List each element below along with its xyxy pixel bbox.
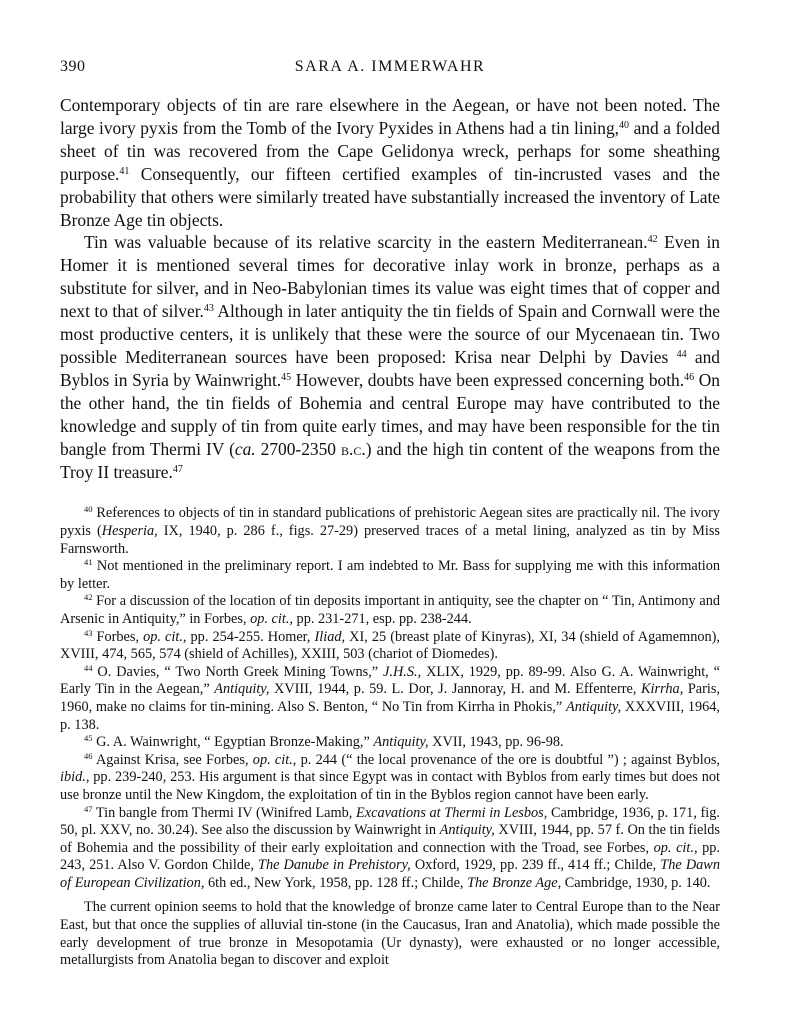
- running-head: SARA A. IMMERWAHR: [294, 58, 486, 75]
- footnote-ref-40[interactable]: 40: [619, 119, 629, 131]
- footnote-ref-47[interactable]: 47: [172, 463, 183, 475]
- continuation-text: [60, 899, 720, 969]
- footnote-40: $^{40}$ References to objects of tin in standard publications of prehistoric Aegean sites are practically nil. The ivory pyxis (Hesperia, IX, 1940, p. 286 f., figs. 27-29) preserved traces of a metal lining, analyzed as tin by Miss Farnsworth.: [60, 504, 720, 557]
- footnote-47: $^{47}$ Tin bangle from Thermi IV (Winifred Lamb, Excavations at Thermi in Lesbos, Cambridge, 1936, p. 171, fig. 50, pl. XXV, no. 30.24). See also the discussion by Wainwright in Antiquity, XVIII, 1944, pp. 57 f. On the tin fields of Bohemia and the possibility of their early exploitation and connection with the Troad, see Forbes, op. cit., pp. 243, 251. Also V. Gordon Childe, The Danube in Prehistory, Oxford, 1929, pp. 239 ff., 414 ff.; Childe, The Dawn of European Civilization, 6th ed., New York, 1958, pp. 128 ff.; Childe, The Bronze Age, Cambridge, 1930, p. 140.: [60, 803, 720, 891]
- footnote-44: $^{44}$ O. Davies, “ Two North Greek Mining Towns,” J.H.S., XLIX, 1929, pp. 89-99. Also G. A. Wainwright, “ Early Tin in the Aegean,” Antiquity, XVIII, 1944, p. 59. L. Dor, J. Jannoray, H. and M. Effenterre, Kirrha, Paris, 1960, make no claims for tin-mining. Also S. Benton, “ No Tin from Kirrha in Phokis,” Antiquity, XXXVIII, 1964, p. 138.: [60, 662, 720, 733]
- footnote-46: $^{46}$ Against Krisa, see Forbes, op. cit., p. 244 (“ the local provenance of the ore is doubtful ”) ; against Byblos, ibid., pp. 239-240, 253. His argument is that since Egypt was in contact with Byblos from early times but does not use bronze until the New Kingdom, the exploitation of tin in the Byblos region cannot have been early.: [60, 750, 720, 803]
- page-header: [60, 58, 720, 80]
- footnote-43: $^{43}$ Forbes, op. cit., pp. 254-255. Homer, Iliad, XI, 25 (breast plate of Kinyras), XI, 34 (shield of Agamemnon), XVIII, 474, 565, 574 (shield of Achilles), XXIII, 503 (chariot of Diomedes).: [60, 627, 720, 663]
- footnote-42: $^{42}$ For a discussion of the location of tin deposits important in antiquity, see the chapter on “ Tin, Antimony and Arsenic in Antiquity,” in Forbes, op. cit., pp. 231-271, esp. pp. 238-244.: [60, 592, 720, 627]
- paragraph-2: Tin was valuable because of its relative scarcity in the eastern Mediterranean.$^{42}$ Even in Homer it is mentioned several times for decorative inlay work in bronze, perhaps as a substitute for silver, and in Neo-Babylonian times its value was eight times that of copper and next to that of silver.$^{43}$ Although in later antiquity the tin fields of Spain and Cornwall were the most productive centers, it is unlikely that these were the source of our Mycenaean tin. Two possible Mediterranean sources have been proposed: Krisa near Delphi by Davies $^{44}$ and Byblos in Syria by Wainwright.$^{45}$ However, doubts have been expressed concerning both.$^{46}$ On the other hand, the tin fields of Bohemia and central Europe may have contributed to the knowledge and supply of tin from quite early times, and may have been responsible for the tin bangle from Thermi IV (ca. 2700-2350 b.c.) and the high tin content of the weapons from the Troy II treasure.$^{47}$: [60, 232, 720, 482]
- page: [60, 58, 720, 970]
- footnote-41: $^{41}$ Not mentioned in the preliminary report. I am indebted to Mr. Bass for supplying me with this information by letter.: [60, 557, 720, 592]
- page-number: 390: [60, 58, 86, 75]
- footnotes: [60, 505, 720, 892]
- main-text: [60, 94, 720, 483]
- footnote-ref-43[interactable]: 43: [203, 303, 214, 315]
- footnote-ref-46[interactable]: 46: [684, 371, 695, 383]
- footnote-ref-41[interactable]: 41: [119, 165, 130, 177]
- paragraph-1: Contemporary objects of tin are rare elsewhere in the Aegean, or have not been noted. The large ivory pyxis from the Tomb of the Ivory Pyxides in Athens had a tin lining,$^{40}$ and a folded sheet of tin was recovered from the Cape Gelidonya wreck, perhaps for some sheathing purpose.$^{41}$ Consequently, our fifteen certified examples of tin-incrusted vases and the probability that others were similarly treated have substantially increased the inventory of Late Bronze Age tin objects.: [60, 95, 720, 230]
- footnote-ref-44[interactable]: 44: [676, 348, 687, 360]
- footnote-45: $^{45}$ G. A. Wainwright, “ Egyptian Bronze-Making,” Antiquity, XVII, 1943, pp. 96-98.: [84, 733, 564, 751]
- footnote-ref-42[interactable]: 42: [647, 234, 658, 246]
- continuation-paragraph: The current opinion seems to hold that the knowledge of bronze came later to Central Europe than to the Near East, but that once the supplies of alluvial tin-stone (in the Caucasus, Iran and Anatolia), which made possible the early development of true bronze in Mesopotamia (Ur dynasty), were exhausted or no longer accessible, metallurgists from Anatolia began to discover and exploit: [60, 899, 720, 969]
- footnote-ref-45[interactable]: 45: [281, 371, 292, 383]
